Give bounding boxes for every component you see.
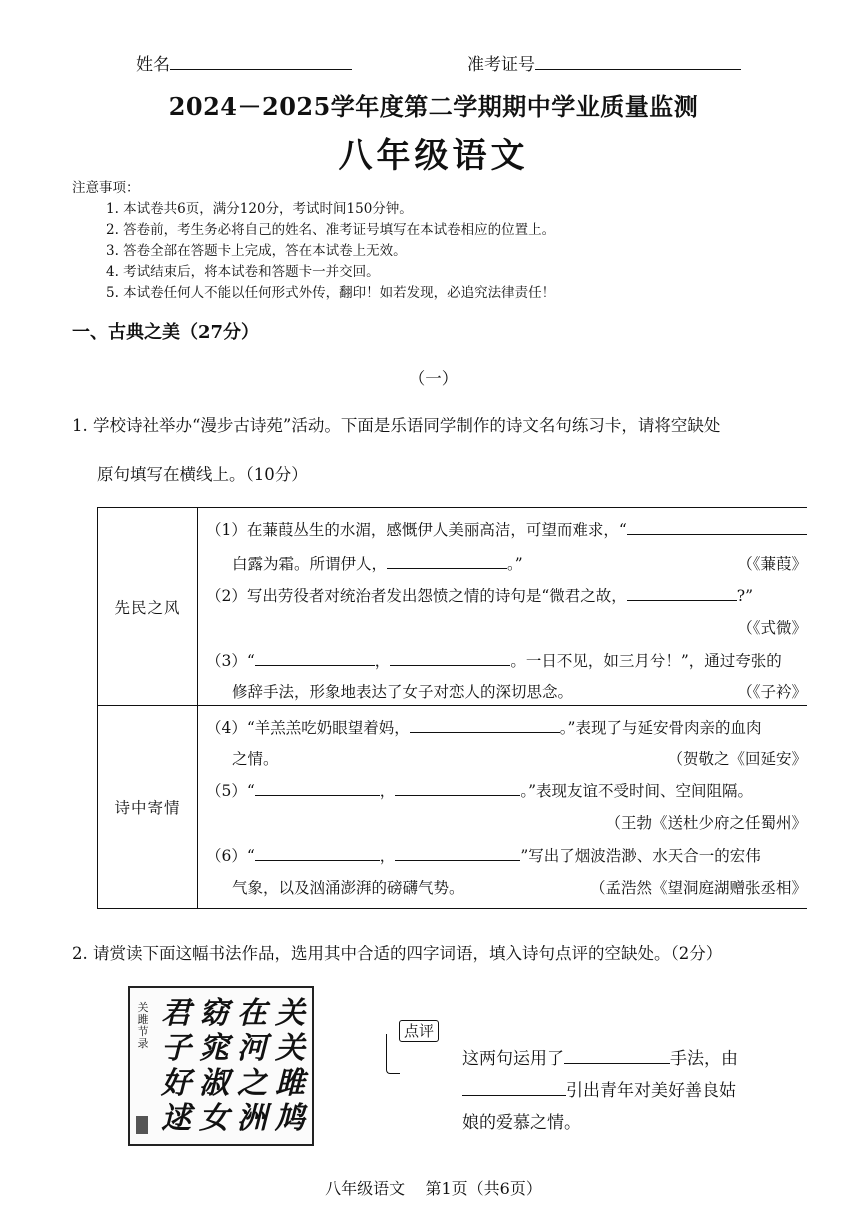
answer-blank[interactable] [395,795,520,796]
note-item: 5. 本试卷任何人不能以任何形式外传，翻印！如若发现，必追究法律责任！ [106,285,556,301]
exam-id-input-line[interactable] [535,69,741,70]
section-title: 一、古典之美（27分） [72,322,260,343]
calligraphy-artwork [128,986,314,1146]
item-6: （6）“ ， ”写出了烟波浩渺、水天合一的宏伟 [206,847,761,865]
note-item: 1. 本试卷共6页，满分120分，考试时间150分钟。 [106,201,413,217]
answer-blank[interactable] [390,665,510,666]
category-ancestors: 先民之风 [98,508,198,706]
note-item: 3. 答卷全部在答题卡上完成，答在本试卷上无效。 [106,243,407,259]
name-label: 姓名 [136,55,170,75]
source-dongting: （孟浩然《望洞庭湖赠张丞相》 [589,879,807,897]
source-songdu: （王勃《送杜少府之任蜀州》 [605,814,807,832]
category-poetic-feelings: 诗中寄情 [98,706,198,909]
recitation-table [97,507,807,909]
source-zijin: （《子衿》 [737,683,807,701]
answer-blank[interactable] [564,1063,670,1064]
q2-prompt: 2. 请赏读下面这幅书法作品，选用其中合适的四字词语，填入诗句点评的空缺处。（2分） [72,944,723,963]
answer-blank[interactable] [627,600,737,601]
exam-id-field[interactable] [467,50,741,75]
exam-id-label: 准考证号 [467,55,535,75]
item-6-cont: 气象，以及汹涌澎湃的磅礴气势。 [232,879,465,897]
answer-blank[interactable] [627,534,807,535]
calligraphy-col-4: 君 子 好 逑 [161,996,191,1136]
calligraphy-col-1: 关 关 雎 鸠 [275,996,305,1136]
part-label: （一） [408,369,459,388]
comment-tag: 点评 [399,1020,439,1042]
item-1-cont: 白露为霜。所谓伊人， 。” [232,555,523,573]
note-item: 4. 考试结束后，将本试卷和答题卡一并交回。 [106,264,380,280]
item-1: （1）在蒹葭丛生的水湄，感慨伊人美丽高洁，可望而难求，“ [206,518,807,540]
page-footer: 八年级语文 第1页（共6页） [325,1179,542,1198]
answer-blank[interactable] [255,665,375,666]
name-input-line[interactable] [170,69,352,70]
answer-blank[interactable] [387,568,507,569]
calligraphy-col-2: 在 河 之 洲 [237,996,267,1136]
item-4-cont: 之情。 [232,750,279,768]
q1-prompt-line2: 原句填写在横线上。（10分） [97,465,308,484]
answer-blank[interactable] [255,860,380,861]
answer-blank[interactable] [410,732,560,733]
seal-stamp-icon [136,1116,148,1134]
calligraphy-col-3: 窈 窕 淑 女 [199,996,229,1136]
comment-connector [386,1034,400,1074]
calligraphy-signature: 关 雎 节 录 [137,1001,149,1050]
exam-title: 2024－2025学年度第二学期期中学业质量监测 [168,92,699,121]
name-field[interactable] [136,50,352,75]
answer-blank[interactable] [462,1095,566,1096]
answer-blank[interactable] [255,795,380,796]
item-2: （2）写出劳役者对统治者发出怨愤之情的诗句是“微君之故， ?” [206,587,754,605]
ancestors-items [198,508,808,706]
q1-prompt-line1: 1. 学校诗社举办“漫步古诗苑”活动。下面是乐语同学制作的诗文名句练习卡，请将空缺处 [72,416,721,435]
feelings-items [198,706,808,909]
source-huiyanan: （贺敬之《回延安》 [667,750,807,768]
note-item: 2. 答卷前，考生务必将自己的姓名、准考证号填写在本试卷相应的位置上。 [106,222,556,238]
item-3-cont: 修辞手法，形象地表达了女子对恋人的深切思念。 [232,683,574,701]
item-4: （4）“羊羔羔吃奶眼望着妈， 。”表现了与延安骨肉亲的血肉 [206,719,762,737]
notes-heading: 注意事项： [72,180,140,196]
review-text: 这两句运用了 手法，由 引出青年对美好善良姑 娘的爱慕之情。 [462,1049,738,1133]
source-shiwei: （《式微》 [737,619,807,637]
answer-blank[interactable] [395,860,520,861]
notes-block [72,178,555,304]
item-5: （5）“ ， 。”表现友谊不受时间、空间阻隔。 [206,782,753,800]
source-jianjia: （《蒹葭》 [737,555,807,573]
subject-title: 八年级语文 [338,136,529,176]
item-3: （3）“ ， 。一日不见，如三月兮！”，通过夸张的 [206,652,782,670]
